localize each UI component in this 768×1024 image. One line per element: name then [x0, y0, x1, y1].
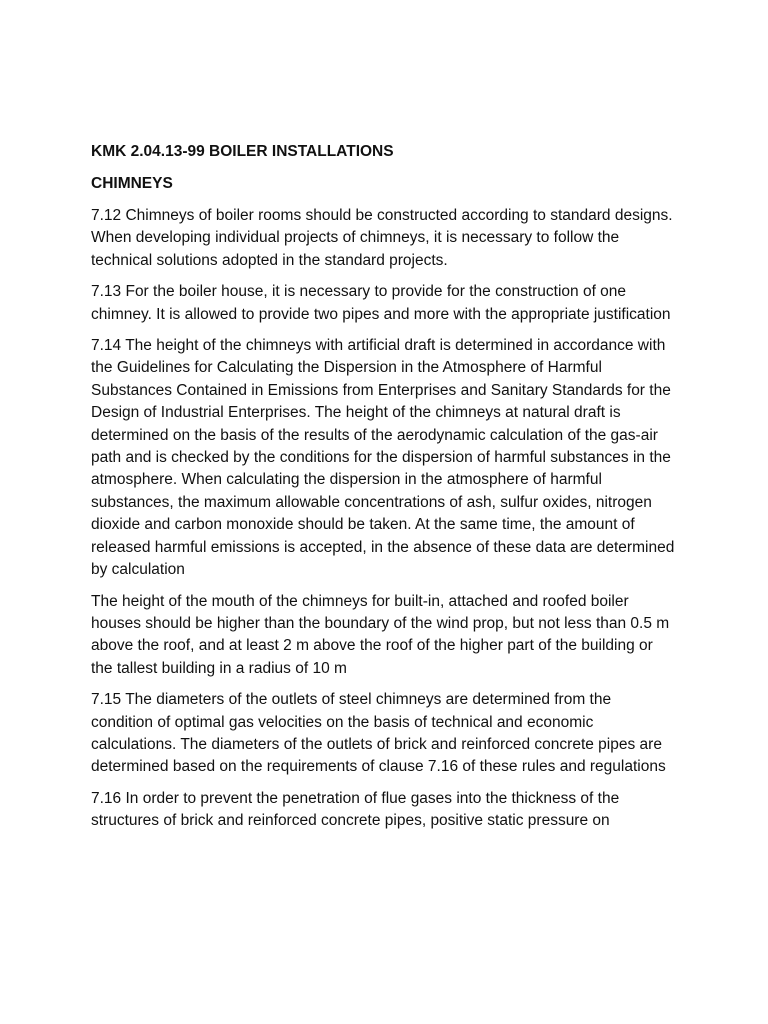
document-title: KMK 2.04.13-99 BOILER INSTALLATIONS	[91, 143, 394, 160]
document-page	[91, 141, 677, 842]
section-heading: CHIMNEYS	[91, 175, 173, 192]
paragraph-7-13: 7.13 For the boiler house, it is necessary to provide for the construction of one chimney. It is allowed to provide two pipes and more with the appropriate justification	[91, 283, 671, 323]
paragraph-7-15: 7.15 The diameters of the outlets of steel chimneys are determined from the condition of optimal gas velocities on the basis of technical and economic calculations. The diameters of the outlets of brick and reinforced concrete pipes are determined based on the requirements of clause 7.16 of these rules and regulations	[91, 691, 666, 776]
paragraph-7-14: 7.14 The height of the chimneys with artificial draft is determined in accordance with the Guidelines for Calculating the Dispersion in the Atmosphere of Harmful Substances Contained in Emissions from Enterprises and Sanitary Standards for the Design of Industrial Enterprises. The height of the chimneys at natural draft is determined on the basis of the results of the aerodynamic calculation of the gas-air path and is checked by the conditions for the dispersion of harmful substances in the atmosphere. When calculating the dispersion in the atmosphere of harmful substances, the maximum allowable concentrations of ash, sulfur oxides, nitrogen dioxide and carbon monoxide should be taken. At the same time, the amount of released harmful emissions is accepted, in the absence of these data are determined by calculation	[91, 337, 675, 579]
paragraph-7-12: 7.12 Chimneys of boiler rooms should be constructed according to standard designs. When developing individual projects of chimneys, it is necessary to follow the technical solutions adopted in the standard projects.	[91, 207, 673, 269]
paragraph-mouth-height: The height of the mouth of the chimneys for built-in, attached and roofed boiler houses should be higher than the boundary of the wind prop, but not less than 0.5 m above the roof, and at least 2 m above the roof of the higher part of the building or the tallest building in a radius of 10 m	[91, 592, 670, 677]
paragraph-7-16: 7.16 In order to prevent the penetration of flue gases into the thickness of the structures of brick and reinforced concrete pipes, positive static pressure on	[91, 789, 620, 830]
